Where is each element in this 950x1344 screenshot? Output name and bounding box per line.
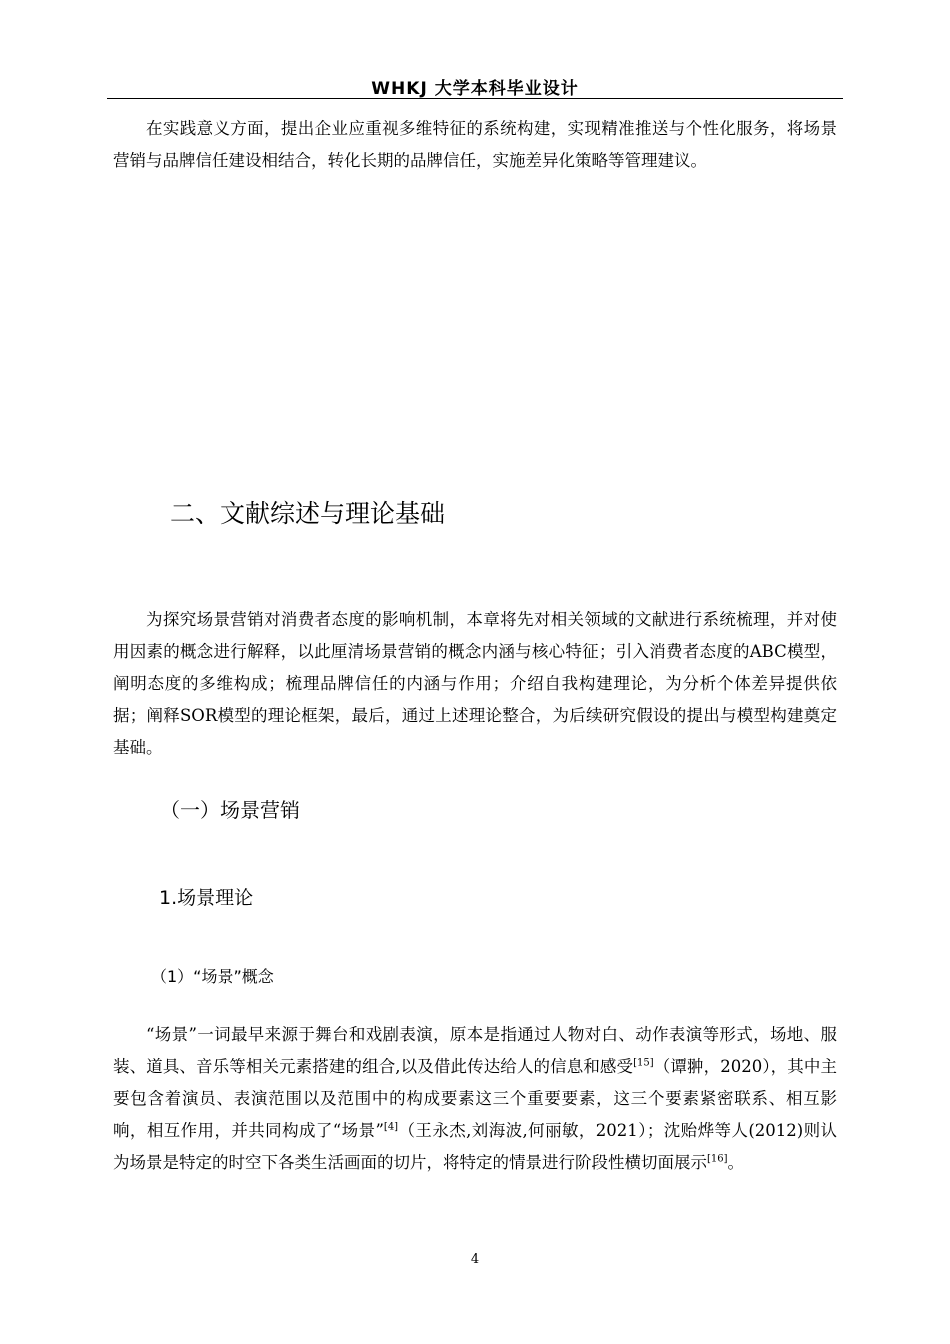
citation-15: [15] [633, 1057, 654, 1069]
subsection-title: 1.场景理论 [159, 887, 254, 909]
body-text-part-2: （谭翀，2020），其中主要包含着演员、表演范围以及范围中的构成要素这三个重要要素，这三个要素紧密联系、相互影响，相互作用，并共同构成了“场景” [113, 1057, 837, 1140]
citation-4: [4] [383, 1121, 399, 1133]
chapter-title: 二、文献综述与理论基础 [170, 499, 446, 528]
page-number: 4 [470, 1252, 480, 1267]
body-text-part-1: “场景”一词最早来源于舞台和戏剧表演，原本是指通过人物对白、动作表演等形式，场地、服装、道具、音乐等相关元素搭建的组合,以及借此传达给人的信息和感受 [113, 1025, 837, 1076]
body-paragraph [113, 1019, 837, 1179]
header-title: WHKJ 大学本科毕业设计 [371, 79, 579, 99]
chapter-intro-paragraph: 为探究场景营销对消费者态度的影响机制，本章将先对相关领域的文献进行系统梳理，并对使用因素的概念进行解释，以此厘清场景营销的概念内涵与核心特征；引入消费者态度的ABC模型，阐明态度的多维构成；梳理品牌信任的内涵与作用；介绍自我构建理论，为分析个体差异提供依据；阐释SOR模型的理论框架，最后，通过上述理论整合，为后续研究假设的提出与模型构建奠定基础。 [113, 610, 837, 757]
intro-paragraph: 在实践意义方面，提出企业应重视多维特征的系统构建，实现精准推送与个性化服务，将场景营销与品牌信任建设相结合，转化长期的品牌信任，实施差异化策略等管理建议。 [113, 119, 837, 170]
body-text-part-4: 。 [727, 1153, 745, 1172]
header-divider [107, 98, 843, 99]
subsubsection-title: （1）“场景”概念 [151, 967, 274, 986]
section-title: （一）场景营销 [160, 798, 300, 822]
citation-16: [16] [707, 1153, 728, 1165]
body-text-part-3: （王永杰,刘海波,何丽敏，2021）；沈贻烨等人(2012)则认为场景是特定的时空下各类生活画面的切片，将特定的情景进行阶段性横切面展示 [113, 1121, 837, 1172]
